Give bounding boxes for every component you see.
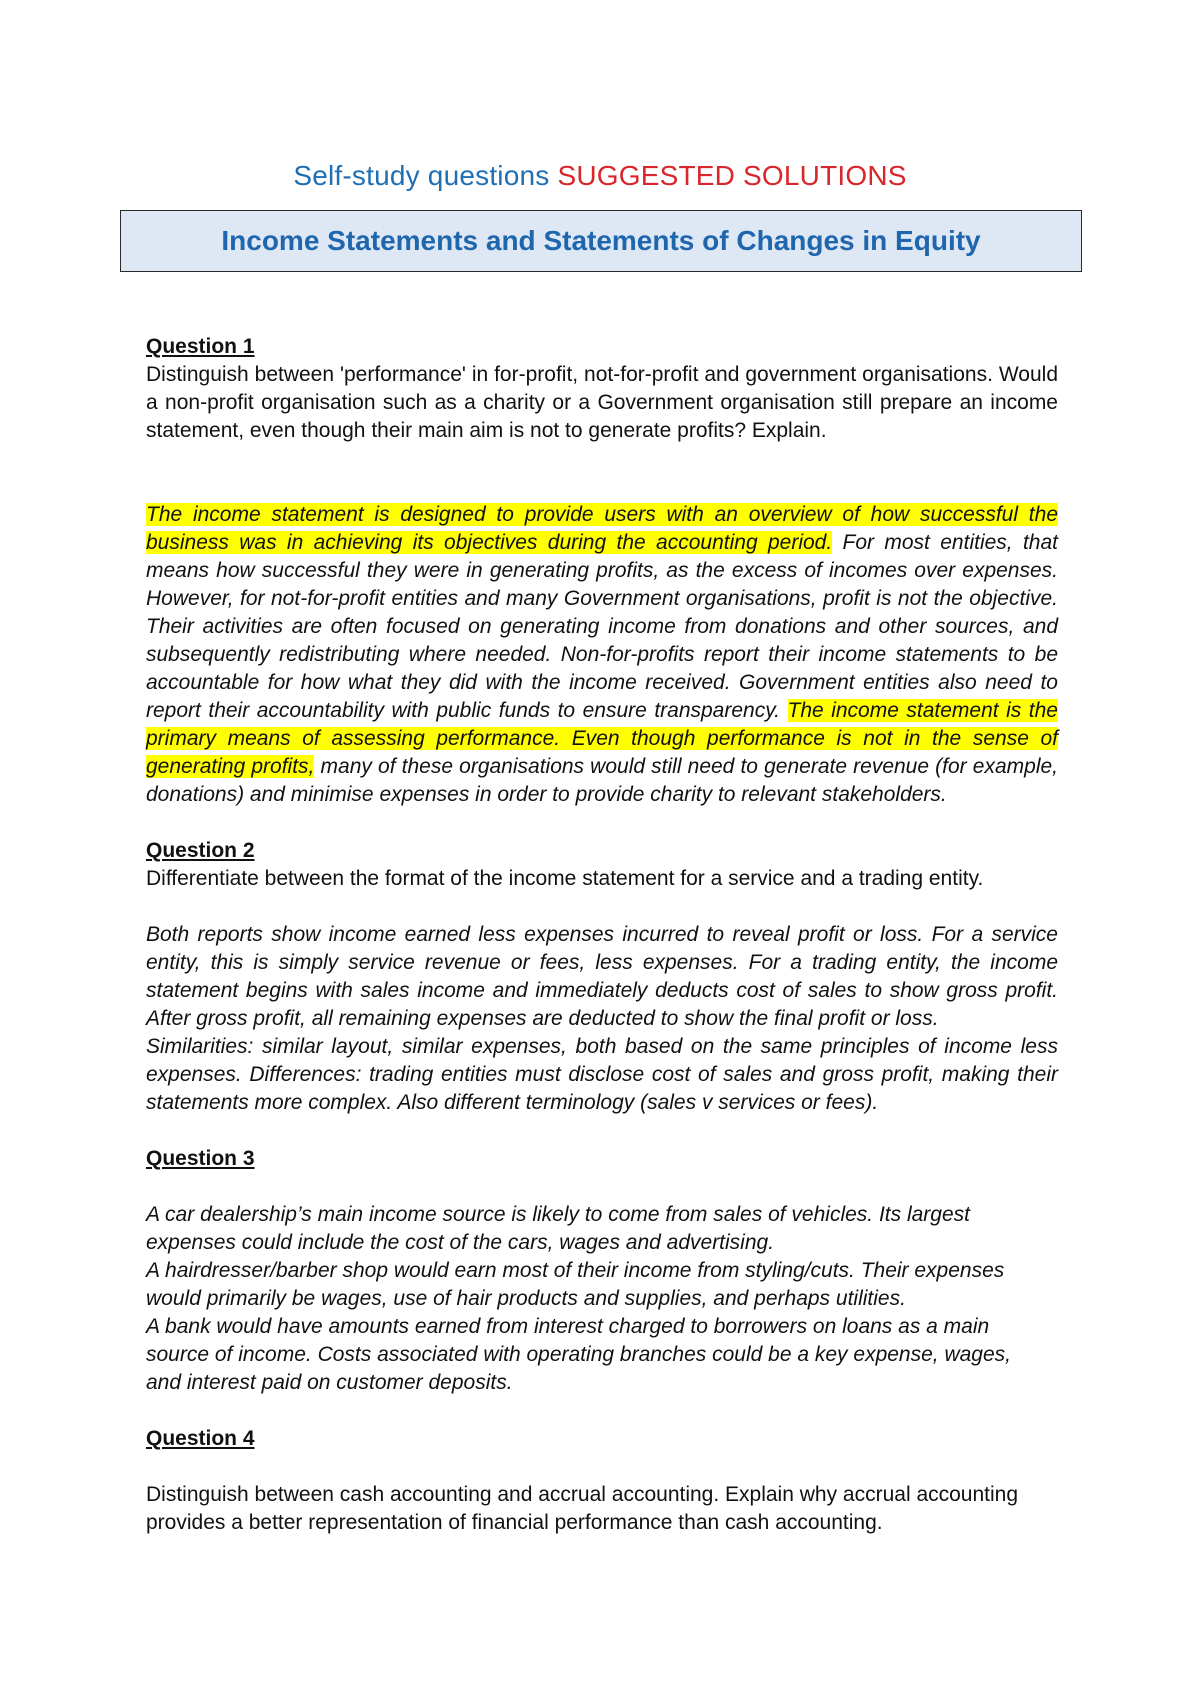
question-2-answer-1: Both reports show income earned less expenses incurred to reveal profit or loss. For a service entity, this is simply service revenue or fees, less expenses. For a trading entity, the income statement begins with sales income and immediately deducts cost of sales to show gross profit. After gross profit, all remaining expenses are deducted to show the final profit or loss.	[146, 923, 1058, 1030]
question-3-answer-2: A hairdresser/barber shop would earn most of their income from styling/cuts. Their expenses would primarily be wages, use of hair products and supplies, and perhaps utilities.	[146, 1259, 1005, 1310]
answer-1-middle: For most entities, that means how successful they were in generating profits, as the excess of incomes over expenses. However, for not-for-profit entities and many Government organisations, profit is not the objective. Their activities are often focused on generating income from donations and other sources, and subsequently redistributing where needed. Non-for-profits report their income statements to be accountable for how what they did with the income received. Government entities also need to report their accountability with public funds to ensure transparency.	[146, 531, 1058, 722]
document-body	[146, 333, 1058, 1537]
question-4-text: Distinguish between cash accounting and accrual accounting. Explain why accrual accounting provides a better representation of financial performance than cash accounting.	[146, 1483, 1019, 1534]
question-1-heading: Question 1	[146, 335, 255, 358]
question-3-answer-3: A bank would have amounts earned from interest charged to borrowers on loans as a main source of income. Costs associated with operating branches could be a key expense, wages, and interest paid on customer deposits.	[146, 1315, 1011, 1394]
answer-1-highlight-1: The income statement is designed to provide users with an overview of how successful the business was in achieving its objectives during the accounting period.	[146, 503, 1058, 554]
question-3-answer-1: A car dealership’s main income source is likely to come from sales of vehicles. Its largest expenses could include the cost of the cars, wages and advertising.	[146, 1203, 970, 1254]
document-title: Income Statements and Statements of Changes in Equity	[221, 225, 981, 256]
document-title-box	[120, 210, 1082, 272]
answer-1-end: many of these organisations would still need to generate revenue (for example, donations) and minimise expenses in order to provide charity to relevant stakeholders.	[146, 755, 1058, 806]
question-2-answer-2: Similarities: similar layout, similar expenses, both based on the same principles of income less expenses. Differences: trading entities must disclose cost of sales and gross profit, making their statements more complex. Also different terminology (sales v services or fees).	[146, 1035, 1058, 1114]
question-3-heading: Question 3	[146, 1147, 255, 1170]
question-2-text: Differentiate between the format of the income statement for a service and a trading entity.	[146, 867, 984, 890]
page-header	[0, 160, 1200, 192]
answer-1-highlight-2: The income statement is the primary means of assessing performance. Even though performance is not in the sense of generating profits,	[146, 699, 1058, 778]
header-suffix: SUGGESTED SOLUTIONS	[557, 160, 907, 191]
question-2-heading: Question 2	[146, 839, 255, 862]
question-1-answer	[146, 501, 1058, 809]
header-prefix: Self-study questions	[293, 160, 550, 191]
question-1-text: Distinguish between 'performance' in for-profit, not-for-profit and government organisations. Would a non-profit organisation such as a charity or a Government organisation still prepare an income statement, even though their main aim is not to generate profits? Explain.	[146, 363, 1058, 442]
question-4-heading: Question 4	[146, 1427, 255, 1450]
